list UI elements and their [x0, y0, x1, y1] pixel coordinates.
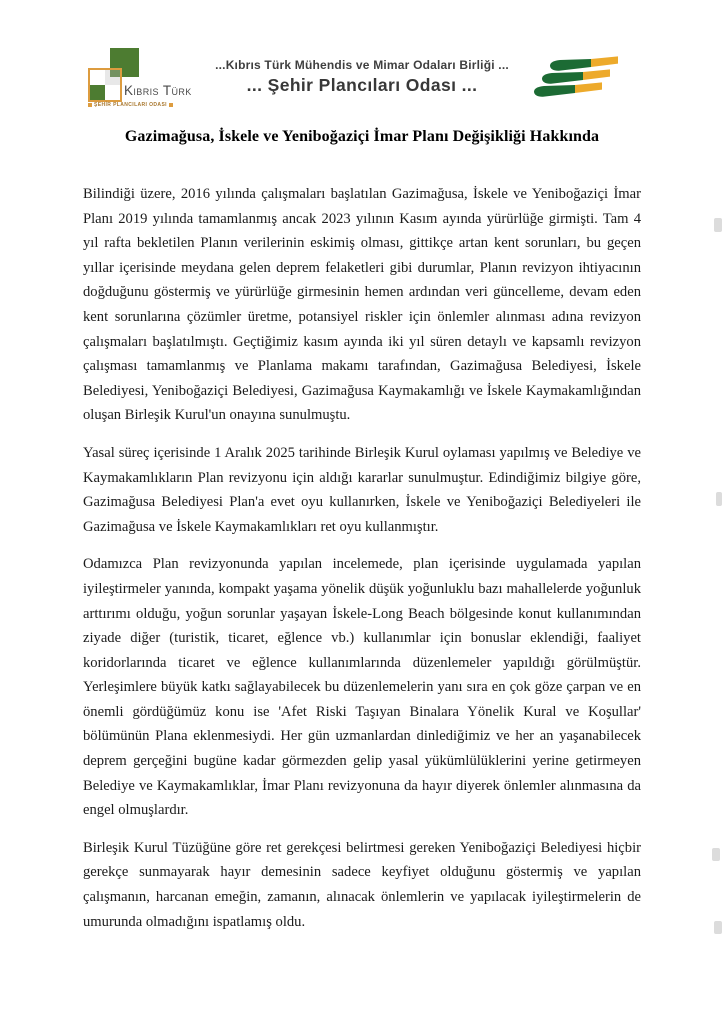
union-name: ...Kıbrıs Türk Mühendis ve Mimar Odaları Birliği ... — [215, 58, 509, 72]
logo-name-text: Kıbrıs Türk — [124, 83, 192, 98]
square-bullet-icon — [169, 103, 173, 107]
scan-artifact — [716, 492, 722, 506]
square-bullet-icon — [88, 103, 92, 107]
ribbons-icon — [533, 54, 623, 106]
document-body — [83, 182, 641, 947]
paragraph-4: Birleşik Kurul Tüzüğüne göre ret gerekçesi belirtmesi gereken Yeniboğaziçi Belediyesi hiçbir gerekçe sunmayarak hayır demesinin sadece keyfiyet olduğunu göstermiş ve yapılan çalışmanın, harcanan emeğin, zamanın, alınacak önlemlerin ve yapılacak iyileştirmelerin de umurunda olmadığını ispatlamış oldu. — [83, 839, 641, 930]
scan-artifact — [714, 921, 722, 934]
scan-artifact — [712, 848, 720, 861]
letterhead — [0, 0, 724, 120]
document-title: Gazimağusa, İskele ve Yeniboğaziçi İmar Planı Değişikliği Hakkında — [124, 128, 600, 145]
paragraph-1: Bilindiği üzere, 2016 yılında çalışmaları başlatılan Gazimağusa, İskele ve Yeniboğaziçi İmar Planı 2019 yılında tamamlanmış ancak 2023 yılının Kasım ayında yürürlüğe girmişti. Tam 4 yıl rafta bekletilen Planın verilerinin eskimiş olması, gittikçe artan kent sorunları, bu geçen yıllar içerisinde meydana gelen deprem felaketleri gibi durumlar, Planın revizyon ihtiyacının doğduğunu göstermiş ve yürürlüğe girmesinin hemen ardından veri güncelleme, devam eden kent sorunlarına çözümler üretme, potansiyel riskler için önlemler alınması adına revizyon çalışmaları başlatılmıştı. Geçtiğimiz kasım ayında iki yıl süren detaylı ve kapsamlı revizyon çalışması tamamlanmış ve Planlama makamı tarafından, Gazimağusa Belediyesi, İskele Belediyesi, Yeniboğaziçi Belediyesi, Gazimağusa Kaymakamlığı ve İskele Kaymakamlığından oluşan Birleşik Kurul'un onayına sunulmuştu. — [83, 186, 641, 424]
paragraph-2: Yasal süreç içerisinde 1 Aralık 2025 tarihinde Birleşik Kurul oylaması yapılmış ve Belediye ve Kaymakamlıkların Plan revizyonu için aldığı kararlar sunulmuştur. Edindiğimiz bilgiye göre, Gazimağusa Belediyesi Plan'a evet oyu kullanırken, İskele ve Yeniboğaziçi Belediyeleri ile Gazimağusa ve İskele Kaymakamlıkları ret oyu kullanmıştır. — [83, 444, 641, 535]
ktmmob-ribbons-logo — [533, 54, 623, 106]
chamber-name: ... Şehir Plancıları Odası ... — [246, 75, 478, 95]
logo-subtitle — [88, 102, 208, 108]
paragraph-3: Odamızca Plan revizyonunda yapılan incelemede, plan içerisinde uygulamada yapılan iyileştirmeler yanında, kompakt yaşama yönelik düşük yoğunluklu bazı mahallelerde yoğunluk arttırımı olduğu, yoğun sorunlar yaşayan İskele-Long Beach bölgesinde konut kullanımından ziyade diğer (turistik, ticaret, eğlence vb.) kullanımlar için bonuslar eklendiği, faaliyet koridorlarında ticaret ve eğlence kullanımlarında düzenlemeler yapıldığı görülmüştür. Yerleşimlere büyük katkı sağlayabilecek bu düzenlemelerin yanı sıra en çok göze çarpan ve en önemli gördüğümüz konu ise 'Afet Riski Taşıyan Binalara Yönelik Kural ve Koşullar' bölümünün Plana eklenmesiydi. Her gün uzmanlardan dinlediğimiz ve her an yaşanabilecek deprem gerçeğini bugüne kadar görmezden gelip yasal yükümlülüklerini yerine getirmeyen Belediye ve Kaymakamlıklar, İmar Planı revizyonuna da hayır diyerek önlemler alınmasına da engel olmuşlardır. — [83, 556, 641, 819]
logo-subtitle-text: ŞEHİR PLANCILARI ODASI — [94, 102, 167, 108]
scan-artifact — [714, 218, 722, 232]
